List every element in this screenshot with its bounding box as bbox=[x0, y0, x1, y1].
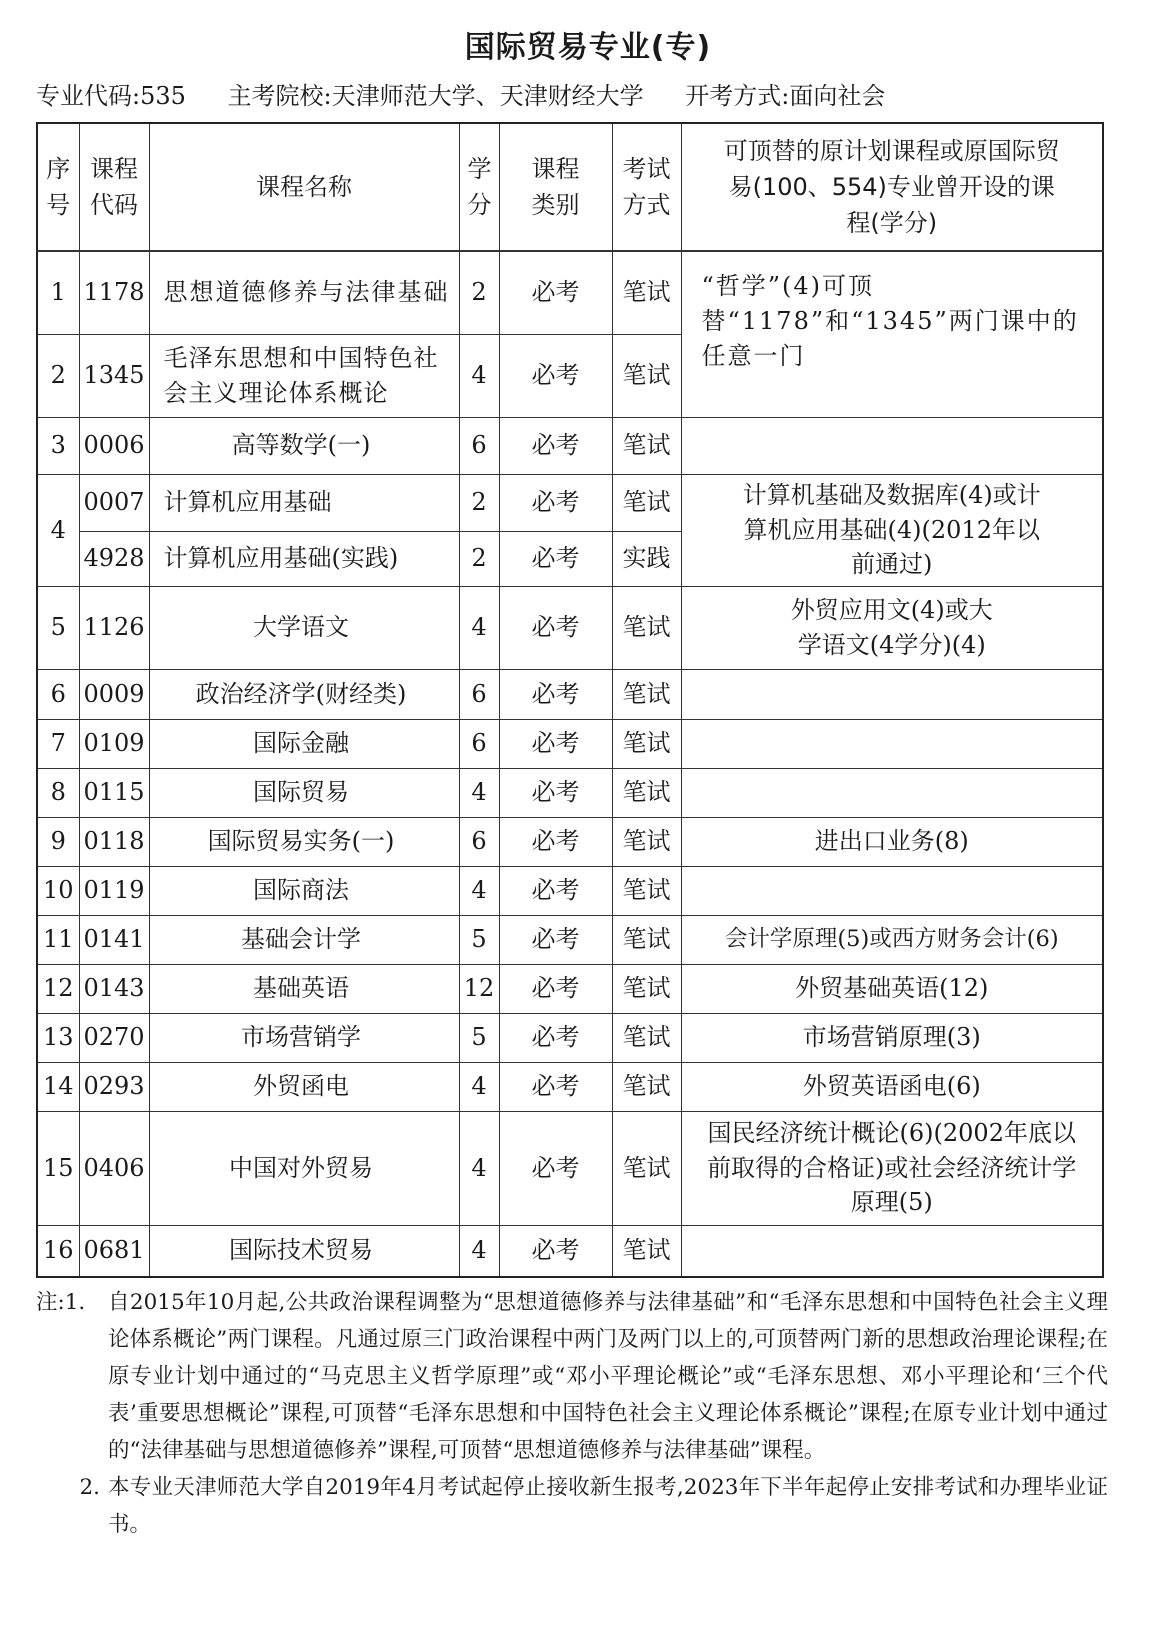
cell-credit: 6 bbox=[459, 719, 499, 768]
cell-name: 市场营销学 bbox=[149, 1013, 459, 1062]
cell-credit: 5 bbox=[459, 915, 499, 964]
cell-exam: 笔试 bbox=[612, 964, 681, 1013]
cell-credit: 6 bbox=[459, 817, 499, 866]
note-item bbox=[36, 1469, 1108, 1543]
cell-seq: 13 bbox=[37, 1013, 79, 1062]
note-item bbox=[36, 1284, 1108, 1469]
cell-code: 0118 bbox=[79, 817, 149, 866]
cell-name: 计算机应用基础 bbox=[149, 474, 459, 531]
header-type: 课程类别 bbox=[499, 123, 612, 251]
cell-code: 0293 bbox=[79, 1062, 149, 1111]
cell-name: 基础会计学 bbox=[149, 915, 459, 964]
cell-type: 必考 bbox=[499, 1062, 612, 1111]
cell-type: 必考 bbox=[499, 669, 612, 719]
cell-credit: 4 bbox=[459, 334, 499, 417]
notes-section bbox=[36, 1284, 1108, 1543]
cell-seq: 11 bbox=[37, 915, 79, 964]
cell-substitute: “哲学”(4)可顶替“1178”和“1345”两门课中的任意一门 bbox=[681, 251, 1103, 417]
cell-type: 必考 bbox=[499, 334, 612, 417]
cell-code: 0119 bbox=[79, 866, 149, 915]
cell-substitute: 进出口业务(8) bbox=[681, 817, 1103, 866]
cell-name: 高等数学(一) bbox=[149, 417, 459, 474]
cell-name: 国际贸易 bbox=[149, 768, 459, 817]
cell-exam: 笔试 bbox=[612, 417, 681, 474]
header-name: 课程名称 bbox=[149, 123, 459, 251]
cell-exam: 笔试 bbox=[612, 719, 681, 768]
note-prefix: 注: bbox=[36, 1290, 65, 1315]
cell-credit: 4 bbox=[459, 586, 499, 669]
cell-substitute bbox=[681, 417, 1103, 474]
cell-substitute bbox=[681, 669, 1103, 719]
cell-substitute: 市场营销原理(3) bbox=[681, 1013, 1103, 1062]
cell-credit: 12 bbox=[459, 964, 499, 1013]
cell-name: 政治经济学(财经类) bbox=[149, 669, 459, 719]
cell-substitute: 外贸基础英语(12) bbox=[681, 964, 1103, 1013]
table-row bbox=[37, 817, 1103, 866]
header-seq: 序号 bbox=[37, 123, 79, 251]
header-code: 课程代码 bbox=[79, 123, 149, 251]
note-number: 1. bbox=[64, 1290, 86, 1315]
cell-code: 0115 bbox=[79, 768, 149, 817]
cell-type: 必考 bbox=[499, 1111, 612, 1225]
cell-name: 思想道德修养与法律基础 bbox=[149, 251, 459, 334]
cell-code: 4928 bbox=[79, 531, 149, 586]
cell-exam: 笔试 bbox=[612, 768, 681, 817]
cell-seq: 15 bbox=[37, 1111, 79, 1225]
cell-name: 基础英语 bbox=[149, 964, 459, 1013]
cell-code: 1178 bbox=[79, 251, 149, 334]
table-row bbox=[37, 719, 1103, 768]
exam-mode: 开考方式:面向社会 bbox=[685, 82, 886, 110]
cell-credit: 4 bbox=[459, 866, 499, 915]
cell-type: 必考 bbox=[499, 251, 612, 334]
cell-substitute bbox=[681, 768, 1103, 817]
cell-name: 中国对外贸易 bbox=[149, 1111, 459, 1225]
cell-type: 必考 bbox=[499, 964, 612, 1013]
cell-name: 计算机应用基础(实践) bbox=[149, 531, 459, 586]
cell-type: 必考 bbox=[499, 719, 612, 768]
note-text: 自2015年10月起,公共政治课程调整为“思想道德修养与法律基础”和“毛泽东思想和中国特色社会主义理论体系概论”两门课程。凡通过原三门政治课程中两门及两门以上的,可顶替两门新的思想政治理论课程;在原专业计划中通过的“马克思主义哲学原理”或“邓小平理论概论”或“毛泽东思想、邓小平理论和‘三个代表’重要思想概论”课程,可顶替“毛泽东思想和中国特色社会主义理论体系概论”课程;在原专业计划中通过的“法律基础与思想道德修养”课程,可顶替“思想道德修养与法律基础”课程。 bbox=[108, 1290, 1108, 1463]
cell-seq: 3 bbox=[37, 417, 79, 474]
cell-name: 国际贸易实务(一) bbox=[149, 817, 459, 866]
cell-credit: 5 bbox=[459, 1013, 499, 1062]
cell-type: 必考 bbox=[499, 586, 612, 669]
cell-seq: 4 bbox=[37, 474, 79, 586]
cell-name: 国际技术贸易 bbox=[149, 1225, 459, 1277]
cell-name: 毛泽东思想和中国特色社会主义理论体系概论 bbox=[149, 334, 459, 417]
cell-exam: 笔试 bbox=[612, 586, 681, 669]
cell-name: 外贸函电 bbox=[149, 1062, 459, 1111]
cell-exam: 笔试 bbox=[612, 1111, 681, 1225]
cell-seq: 7 bbox=[37, 719, 79, 768]
cell-code: 0143 bbox=[79, 964, 149, 1013]
cell-substitute bbox=[681, 1225, 1103, 1277]
cell-seq: 16 bbox=[37, 1225, 79, 1277]
cell-credit: 4 bbox=[459, 1111, 499, 1225]
cell-credit: 4 bbox=[459, 1225, 499, 1277]
cell-credit: 4 bbox=[459, 1062, 499, 1111]
cell-code: 1345 bbox=[79, 334, 149, 417]
page-title: 国际贸易专业(专) bbox=[464, 30, 712, 65]
cell-type: 必考 bbox=[499, 417, 612, 474]
cell-exam: 实践 bbox=[612, 531, 681, 586]
cell-substitute: 外贸英语函电(6) bbox=[681, 1062, 1103, 1111]
cell-type: 必考 bbox=[499, 768, 612, 817]
table-row bbox=[37, 669, 1103, 719]
table-row bbox=[37, 1111, 1103, 1225]
cell-substitute: 会计学原理(5)或西方财务会计(6) bbox=[681, 915, 1103, 964]
table-header bbox=[37, 123, 1103, 251]
cell-code: 0406 bbox=[79, 1111, 149, 1225]
cell-seq: 6 bbox=[37, 669, 79, 719]
cell-exam: 笔试 bbox=[612, 474, 681, 531]
cell-type: 必考 bbox=[499, 817, 612, 866]
cell-code: 1126 bbox=[79, 586, 149, 669]
cell-type: 必考 bbox=[499, 1013, 612, 1062]
cell-name: 国际金融 bbox=[149, 719, 459, 768]
course-table bbox=[36, 122, 1104, 1278]
cell-exam: 笔试 bbox=[612, 915, 681, 964]
cell-credit: 6 bbox=[459, 417, 499, 474]
cell-type: 必考 bbox=[499, 474, 612, 531]
cell-code: 0006 bbox=[79, 417, 149, 474]
cell-code: 0007 bbox=[79, 474, 149, 531]
cell-exam: 笔试 bbox=[612, 334, 681, 417]
cell-seq: 9 bbox=[37, 817, 79, 866]
cell-seq: 1 bbox=[37, 251, 79, 334]
note-number: 2. bbox=[79, 1475, 100, 1500]
cell-seq: 8 bbox=[37, 768, 79, 817]
cell-code: 0109 bbox=[79, 719, 149, 768]
cell-type: 必考 bbox=[499, 1225, 612, 1277]
table-row bbox=[37, 1062, 1103, 1111]
cell-seq: 12 bbox=[37, 964, 79, 1013]
cell-name: 大学语文 bbox=[149, 586, 459, 669]
cell-substitute: 国民经济统计概论(6)(2002年底以前取得的合格证)或社会经济统计学原理(5) bbox=[681, 1111, 1103, 1225]
table-row bbox=[37, 866, 1103, 915]
major-code: 专业代码:535 bbox=[36, 82, 186, 110]
institutions: 主考院校:天津师范大学、天津财经大学 bbox=[227, 82, 644, 110]
cell-seq: 10 bbox=[37, 866, 79, 915]
table-row bbox=[37, 417, 1103, 474]
table-row bbox=[37, 768, 1103, 817]
cell-substitute bbox=[681, 719, 1103, 768]
cell-exam: 笔试 bbox=[612, 669, 681, 719]
cell-exam: 笔试 bbox=[612, 866, 681, 915]
cell-credit: 2 bbox=[459, 251, 499, 334]
table-row bbox=[37, 1225, 1103, 1277]
table-row bbox=[37, 1013, 1103, 1062]
cell-seq: 5 bbox=[37, 586, 79, 669]
cell-seq: 2 bbox=[37, 334, 79, 417]
header-credit: 学分 bbox=[459, 123, 499, 251]
cell-type: 必考 bbox=[499, 915, 612, 964]
note-text: 本专业天津师范大学自2019年4月考试起停止接收新生报考,2023年下半年起停止安排考试和办理毕业证书。 bbox=[108, 1475, 1108, 1537]
cell-credit: 4 bbox=[459, 768, 499, 817]
header-exam: 考试方式 bbox=[612, 123, 681, 251]
cell-credit: 6 bbox=[459, 669, 499, 719]
cell-type: 必考 bbox=[499, 531, 612, 586]
major-meta bbox=[36, 76, 919, 111]
cell-substitute: 外贸应用文(4)或大学语文(4学分)(4) bbox=[681, 586, 1103, 669]
cell-exam: 笔试 bbox=[612, 1013, 681, 1062]
header-substitute: 可顶替的原计划课程或原国际贸易(100、554)专业曾开设的课程(学分) bbox=[681, 123, 1103, 251]
table-row bbox=[37, 964, 1103, 1013]
cell-exam: 笔试 bbox=[612, 1062, 681, 1111]
cell-substitute bbox=[681, 866, 1103, 915]
cell-code: 0009 bbox=[79, 669, 149, 719]
cell-exam: 笔试 bbox=[612, 251, 681, 334]
table-row bbox=[37, 915, 1103, 964]
cell-code: 0270 bbox=[79, 1013, 149, 1062]
cell-substitute: 计算机基础及数据库(4)或计算机应用基础(4)(2012年以前通过) bbox=[681, 474, 1103, 586]
cell-code: 0141 bbox=[79, 915, 149, 964]
cell-exam: 笔试 bbox=[612, 1225, 681, 1277]
cell-seq: 14 bbox=[37, 1062, 79, 1111]
table-row bbox=[37, 474, 1103, 531]
note-label bbox=[36, 1284, 108, 1469]
cell-credit: 2 bbox=[459, 531, 499, 586]
cell-credit: 2 bbox=[459, 474, 499, 531]
cell-exam: 笔试 bbox=[612, 817, 681, 866]
table-row bbox=[37, 251, 1103, 334]
cell-name: 国际商法 bbox=[149, 866, 459, 915]
table-row bbox=[37, 586, 1103, 669]
cell-code: 0681 bbox=[79, 1225, 149, 1277]
cell-type: 必考 bbox=[499, 866, 612, 915]
